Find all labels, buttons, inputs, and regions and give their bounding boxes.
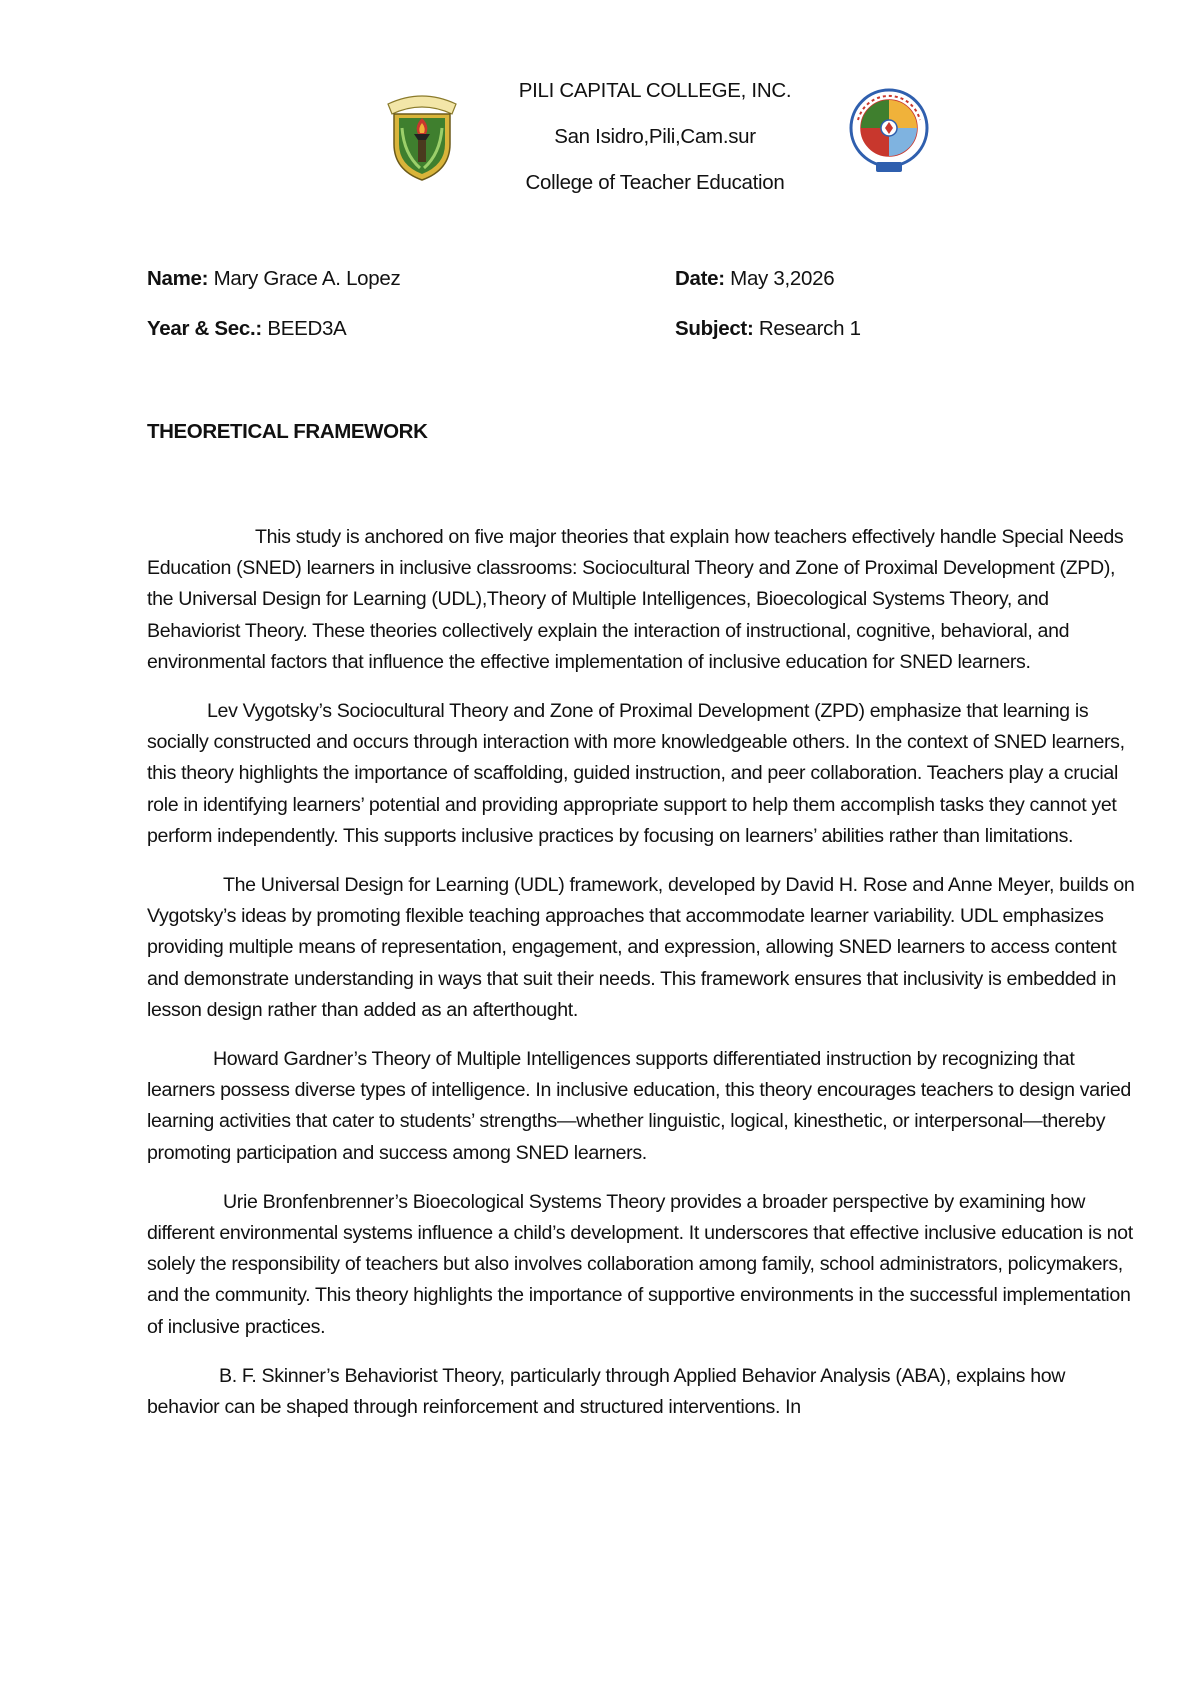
paragraph: This study is anchored on five major theories that explain how teachers effectively handle Special Needs Education (SNED) learners in inclusive classrooms: Sociocultural Theory and Zone of Proximal Development (ZPD), the Universal Design for Learning (UDL),Theory of Multiple Intelligences, Bioecological Systems Theory, and Behaviorist Theory. These theories collectively explain the interaction of instructional, cognitive, behavioral, and environmental factors that influence the effective implementation of inclusive education for SNED learners. [147, 526, 1124, 673]
institution-heading [470, 68, 840, 206]
paragraph: B. F. Skinner’s Behaviorist Theory, particularly through Applied Behavior Analysis (ABA), explains how behavior can be shaped through reinforcement and structured interventions. In [147, 1364, 1066, 1419]
letterhead [0, 62, 1200, 212]
year-section-field [147, 314, 346, 344]
name-field [147, 264, 400, 294]
name-label: Name: [147, 267, 209, 290]
student-info [147, 264, 1107, 364]
document-body [147, 522, 1137, 1441]
info-row-name-date [147, 264, 1107, 314]
paragraph: Lev Vygotsky’s Sociocultural Theory and Zone of Proximal Development (ZPD) emphasize that learning is socially constructed and occurs through interaction with more knowledgeable others. In the context of SNED learners, this theory highlights the importance of scaffolding, guided instruction, and peer collaboration. Teachers play a crucial role in identifying learners’ potential and providing appropriate support to help them accomplish tasks they cannot yet perform independently. This supports inclusive practices by focusing on learners’ abilities rather than limitations. [147, 700, 1125, 847]
subject-field [675, 314, 861, 344]
date-label: Date: [675, 267, 725, 290]
name-value: Mary Grace A. Lopez [213, 267, 401, 290]
college-seal-icon [382, 88, 462, 184]
paragraph: Howard Gardner’s Theory of Multiple Intelligences supports differentiated instruction by recognizing that learners possess diverse types of intelligence. In inclusive education, this theory encourages teachers to design varied learning activities that cater to students’ strengths—whether linguistic, logical, kinesthetic, or interpersonal—thereby promoting participation and success among SNED learners. [147, 1048, 1131, 1164]
institution-address: San Isidro,Pili,Cam.sur [554, 125, 756, 148]
date-field [675, 264, 834, 294]
teacher-education-seal-icon [846, 82, 932, 182]
info-row-year-subject [147, 314, 1107, 364]
date-value: May 3,2026 [730, 267, 835, 290]
subject-value: Research 1 [758, 317, 861, 340]
subject-label: Subject: [675, 317, 754, 340]
paragraph: The Universal Design for Learning (UDL) framework, developed by David H. Rose and Anne Meyer, builds on Vygotsky’s ideas by promoting flexible teaching approaches that accommodate learner variability. UDL emphasizes providing multiple means of representation, engagement, and expression, allowing SNED learners to access content and demonstrate understanding in ways that suit their needs. This framework ensures that inclusivity is embedded in lesson design rather than added as an afterthought. [147, 874, 1135, 1021]
paragraph: Urie Bronfenbrenner’s Bioecological Systems Theory provides a broader perspective by examining how different environmental systems influence a child’s development. It underscores that effective inclusive education is not solely the responsibility of teachers but also involves collaboration among family, school administrators, policymakers, and the community. This theory highlights the importance of supportive environments in the successful implementation of inclusive practices. [147, 1190, 1133, 1338]
department-name: College of Teacher Education [525, 171, 785, 194]
year-section-value: BEED3A [267, 317, 347, 340]
section-title: THEORETICAL FRAMEWORK [147, 420, 428, 443]
institution-name: PILI CAPITAL COLLEGE, INC. [518, 79, 792, 102]
year-section-label: Year & Sec.: [147, 317, 262, 340]
